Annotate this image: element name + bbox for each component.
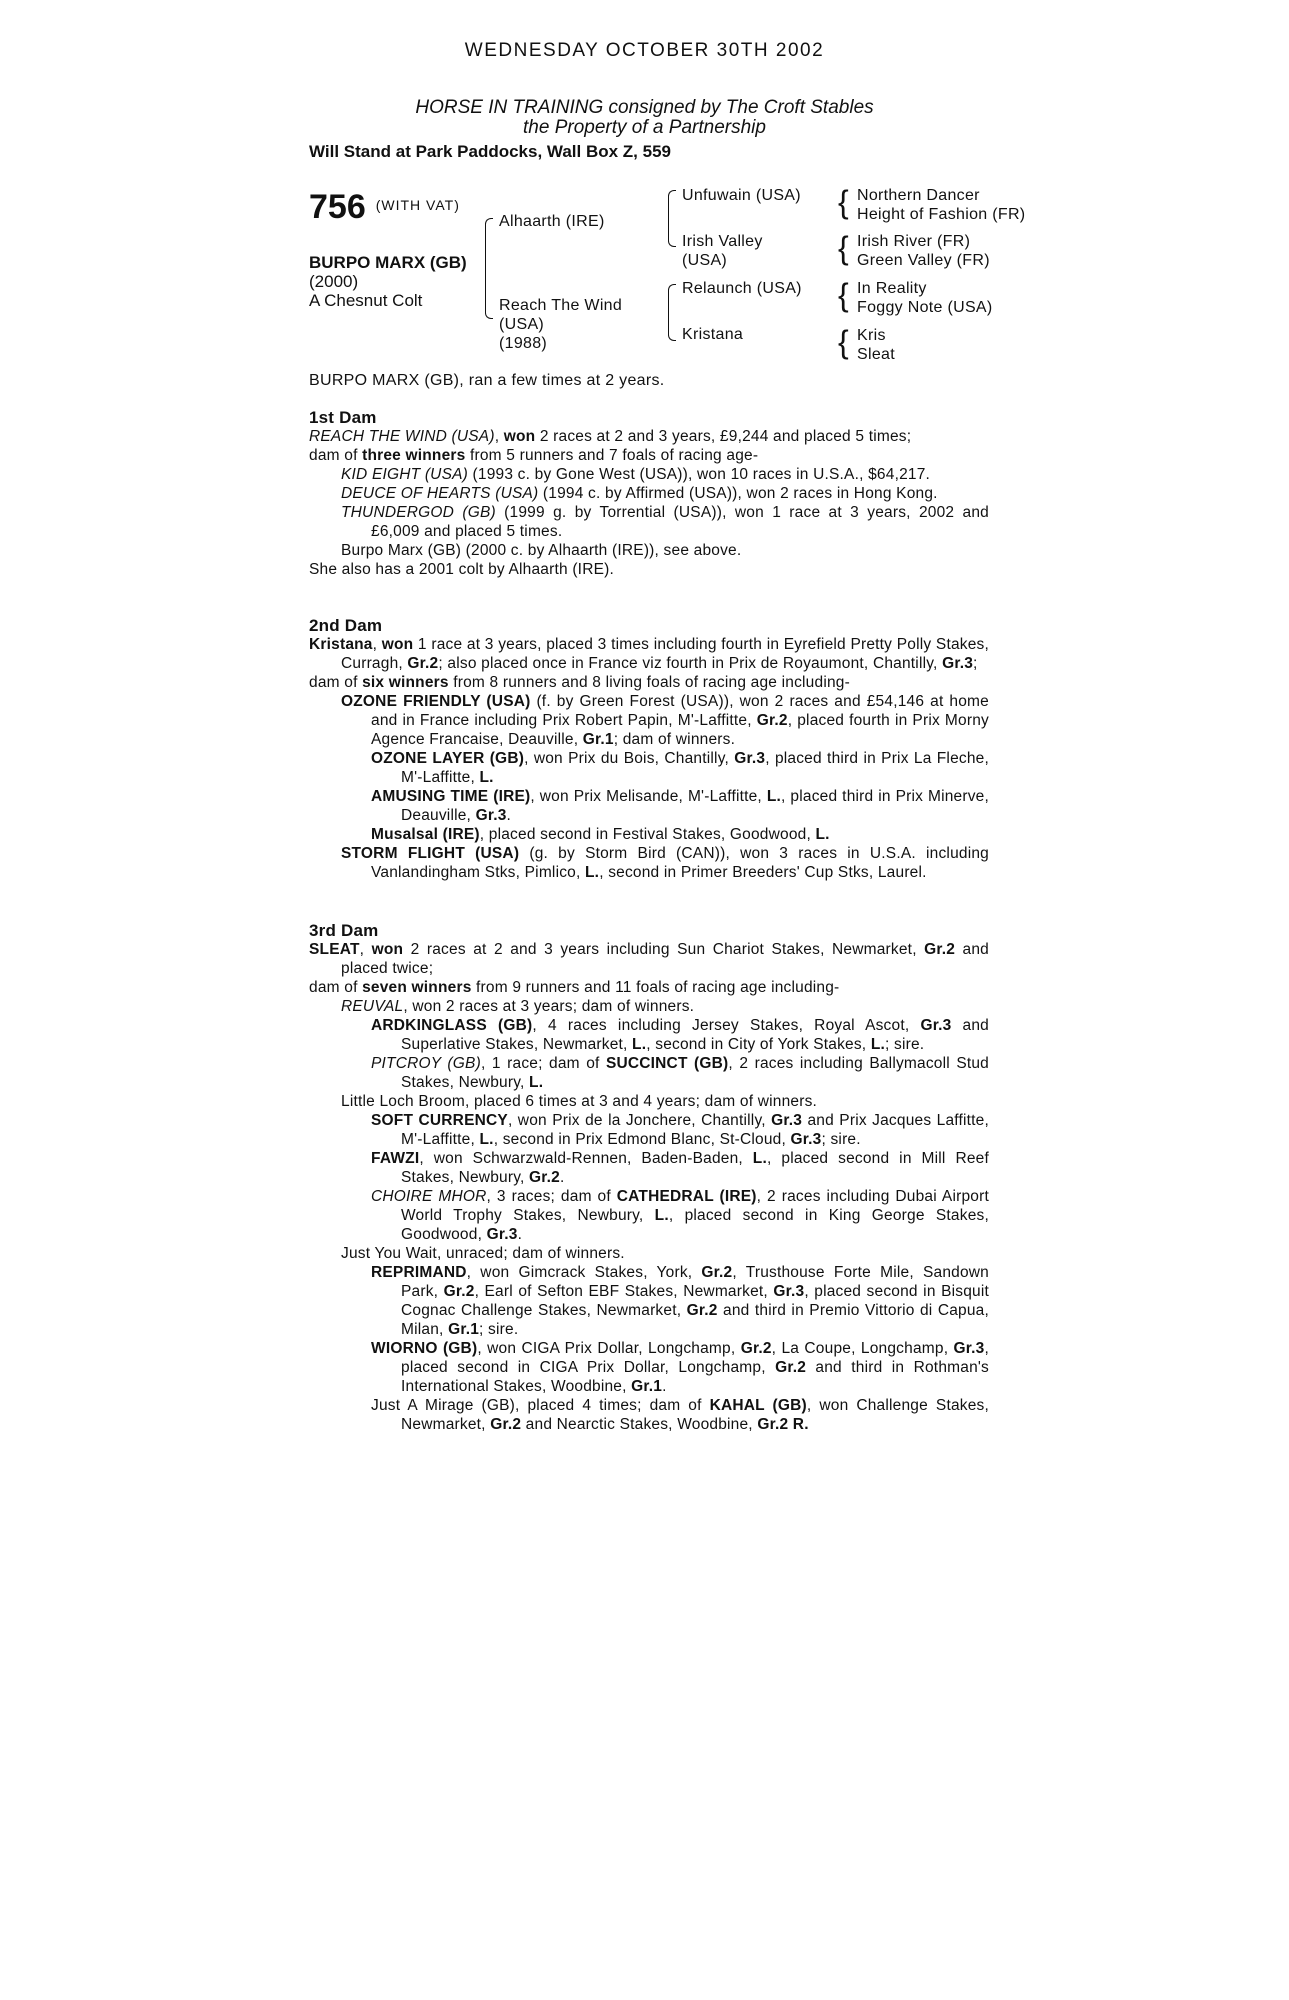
third-dam-produce (309, 978, 989, 997)
text: , won CIGA Prix Dollar, Longchamp, (477, 1340, 741, 1357)
text: (f. by Green Forest (USA)), won 2 races and £54,146 at home and in France including Prix Robert Papin, M'-Laffitte, (371, 693, 989, 729)
pedigree-brace-main-bottom (485, 268, 493, 319)
vat-note: (WITH VAT) (375, 197, 460, 213)
text: (1994 c. by Affirmed (USA)), won 2 races in Hong Kong. (538, 485, 938, 502)
produce-just-you-wait: Just You Wait, unraced; dam of winners. (341, 1245, 625, 1262)
grade: Gr.3 (734, 750, 766, 767)
produce-name: AMUSING TIME (IRE) (371, 788, 531, 805)
text: , second in Primer Breeders' Cup Stks, Laurel. (599, 864, 927, 881)
pedigree-brace-ds: { (838, 277, 849, 313)
produce-name: CATHEDRAL (IRE) (616, 1188, 757, 1205)
property-line: the Property of a Partnership (523, 117, 766, 138)
produce-name: STORM FLIGHT (USA) (341, 845, 520, 862)
produce-soft-currency (309, 1111, 989, 1149)
horse-name: BURPO MARX (GB) (309, 253, 467, 272)
produce-name: ARDKINGLASS (GB) (371, 1017, 533, 1034)
grade: Gr.2 (490, 1416, 522, 1433)
pedigree-brace-dd: { (838, 324, 849, 360)
grade: L. (529, 1074, 544, 1091)
grade: Gr.2 (924, 941, 956, 958)
produce-name: DEUCE OF HEARTS (USA) (341, 485, 539, 502)
text: , won Prix Melisande, M'-Laffitte, (530, 788, 767, 805)
grade: Gr.2 R. (757, 1416, 809, 1433)
text: (1993 c. by Gone West (USA)), won 10 races in U.S.A., $64,217. (468, 466, 931, 483)
first-dam-section (309, 408, 989, 579)
text: , 2 races including Ballymacoll Stud Stakes, Newbury, (401, 1055, 990, 1091)
produce-ozone-friendly (309, 692, 989, 749)
lot-number: 756 (309, 188, 366, 226)
text: , placed second in Mill Reef Stakes, Newbury, (401, 1150, 989, 1186)
text: , 1 race; dam of (480, 1055, 606, 1072)
produce-choire-mhor (309, 1187, 989, 1244)
sd-dam: Green Valley (FR) (857, 252, 990, 269)
consignor-line: HORSE IN TRAINING consigned by The Croft Stables (415, 97, 874, 118)
dd-dam: Sleat (857, 346, 895, 363)
text: ; (973, 655, 978, 672)
pedigree-brace-sire-top (668, 190, 676, 219)
grade: L. (479, 769, 494, 786)
text: , won Schwarzwald-Rennen, Baden-Baden, (419, 1150, 753, 1167)
produce-name: WIORNO (GB) (371, 1340, 478, 1357)
text: and Superlative Stakes, Newmarket, (401, 1017, 989, 1053)
text: and Nearctic Stakes, Woodbine, (521, 1416, 758, 1433)
first-dam-also: She also has a 2001 colt by Alhaarth (IRE). (309, 561, 614, 578)
grade: Gr.2 (529, 1169, 560, 1186)
produce-reprimand (309, 1263, 989, 1339)
text: , 4 races including Jersey Stakes, Royal Ascot, (532, 1017, 921, 1034)
produce-name: OZONE FRIENDLY (USA) (341, 693, 531, 710)
produce-name: SUCCINCT (GB) (605, 1055, 729, 1072)
grade: Gr.2 (686, 1302, 718, 1319)
text: and Prix Jacques Laffitte, M'-Laffitte, (401, 1112, 990, 1148)
pedigree-brace-sire-bottom (668, 218, 676, 247)
won-label: won (503, 428, 536, 445)
third-dam-record: SLEAT, won 2 races at 2 and 3 years including Sun Chariot Stakes, Newmarket, Gr.2 and placed twice; (309, 941, 989, 977)
second-dam-heading: 2nd Dam (309, 616, 383, 635)
first-dam-record: REACH THE WIND (USA), won 2 races at 2 and 3 years, £9,244 and placed 5 times; (309, 428, 912, 445)
dd-sire: Kris (857, 327, 886, 344)
text: , Earl of Sefton EBF Stakes, Newmarket, (474, 1283, 774, 1300)
text: ; sire. (479, 1321, 519, 1338)
pedigree-dd (857, 326, 895, 364)
stand-location: Will Stand at Park Paddocks, Wall Box Z, 559 (309, 142, 671, 161)
grade: Gr.2 (775, 1359, 807, 1376)
produce-wiorno (309, 1339, 989, 1396)
text: , Trusthouse Forte Mile, Sandown Park, (401, 1264, 989, 1300)
pedigree-ss (857, 186, 1025, 224)
grade: L. (752, 1150, 767, 1167)
text: (g. by Storm Bird (CAN)), won 3 races in U.S.A. including Vanlandingham Stks, Pimlico, (371, 845, 989, 881)
produce-name: REUVAL (341, 998, 404, 1015)
pedigree-brace-ss: { (838, 184, 849, 220)
text: , placed second in King George Stakes, Goodwood, (401, 1207, 989, 1243)
text: ; dam of winners. (613, 731, 736, 748)
first-dam-produce (309, 446, 989, 465)
grade: L. (654, 1207, 669, 1224)
first-dam-name: REACH THE WIND (USA) (309, 428, 495, 445)
produce-name: Musalsal (IRE) (371, 826, 480, 843)
text: . (517, 1226, 523, 1243)
text: , won Prix du Bois, Chantilly, (524, 750, 735, 767)
produce-just-a-mirage (309, 1396, 989, 1434)
text: and placed twice; (341, 941, 989, 977)
pedigree-brace-dam-bottom (668, 312, 676, 341)
grade: Gr.1 (631, 1378, 663, 1395)
ds-dam: Foggy Note (USA) (857, 299, 993, 316)
consignment-heading (0, 98, 1289, 138)
text: , won Prix de la Jonchere, Chantilly, (507, 1112, 772, 1129)
text: , placed third in Prix Minerve, Deauville, (401, 788, 990, 824)
lot-header (309, 188, 460, 227)
horse-info (309, 253, 467, 310)
text: . (560, 1169, 565, 1186)
third-dam-name: SLEAT (309, 941, 360, 958)
second-dam-section (309, 616, 989, 882)
grade: Gr.2 (443, 1283, 475, 1300)
produce-little-loch-broom: Little Loch Broom, placed 6 times at 3 and 4 years; dam of winners. (341, 1093, 818, 1110)
text: and third in Premio Vittorio di Capua, Milan, (401, 1302, 990, 1338)
text: . (506, 807, 512, 824)
grade: L. (766, 788, 782, 805)
text: ; sire. (885, 1036, 925, 1053)
pedigree-sire-sire: Unfuwain (USA) (682, 187, 801, 204)
produce-name: SOFT CURRENCY (371, 1112, 508, 1129)
text: ; sire. (821, 1131, 861, 1148)
grade: Gr.3 (790, 1131, 822, 1148)
produce-ozone-layer (309, 749, 989, 787)
produce-name: KAHAL (GB) (709, 1397, 807, 1414)
text: , placed fourth in Prix Morny Agence Francaise, Deauville, (371, 712, 989, 748)
grade: L. (815, 826, 830, 843)
won-label: won (371, 941, 404, 958)
second-dam-produce (309, 673, 989, 692)
grade: Gr.1 (448, 1321, 480, 1338)
grade: Gr.3 (953, 1340, 985, 1357)
grade: L. (479, 1131, 494, 1148)
sd-sire: Irish River (FR) (857, 233, 971, 250)
text: , placed second in CIGA Prix Dollar, Longchamp, (401, 1340, 989, 1376)
pedigree-brace-sd: { (838, 230, 849, 266)
third-dam-heading: 3rd Dam (309, 921, 379, 940)
text: dam of (309, 674, 363, 691)
race-record: BURPO MARX (GB), ran a few times at 2 years. (309, 372, 665, 389)
text: , 2 races including Dubai Airport World Trophy Stakes, Newbury, (401, 1188, 989, 1224)
produce-name: OZONE LAYER (GB) (371, 750, 525, 767)
pedigree-sire: Alhaarth (IRE) (499, 213, 605, 230)
winners-count: three winners (362, 447, 466, 464)
ss-sire: Northern Dancer (857, 187, 980, 204)
text: , placed second in Festival Stakes, Goodwood, (479, 826, 816, 843)
text: , 3 races; dam of (486, 1188, 617, 1205)
grade: Gr.2 (701, 1264, 733, 1281)
text: , won 2 races at 3 years; dam of winners. (403, 998, 695, 1015)
grade: Gr.2 (740, 1340, 772, 1357)
grade: Gr.2 (756, 712, 788, 729)
dam-name-line2: (USA) (499, 316, 545, 333)
second-dam-name: Kristana (309, 636, 373, 653)
pedigree-ds (857, 279, 993, 317)
produce-ardkinglass (309, 1016, 989, 1054)
produce-name: PITCROY (GB) (371, 1055, 481, 1072)
produce-pitcroy (309, 1054, 989, 1092)
grade: L. (870, 1036, 885, 1053)
ss-dam: Height of Fashion (FR) (857, 206, 1026, 223)
produce-storm-flight (309, 844, 989, 882)
grade: Gr.3 (475, 807, 507, 824)
produce-musalsal (309, 825, 989, 844)
grade: Gr.3 (942, 655, 974, 672)
winners-count: seven winners (362, 979, 472, 996)
text: from 9 runners and 11 foals of racing age including- (471, 979, 840, 996)
pedigree-sd (857, 232, 990, 270)
grade: Gr.2 (407, 655, 439, 672)
pedigree-sire-dam (682, 232, 763, 270)
text: ; also placed once in France viz fourth in Prix de Royaumont, Chantilly, (438, 655, 943, 672)
winners-count: six winners (362, 674, 449, 691)
produce-reuval (309, 997, 989, 1016)
pedigree-brace-dam-top (668, 284, 676, 313)
grade: L. (632, 1036, 647, 1053)
produce-thundergod (309, 503, 989, 541)
grade: L. (585, 864, 600, 881)
sire-dam-line2: (USA) (682, 252, 728, 269)
sale-date: WEDNESDAY OCTOBER 30TH 2002 (464, 40, 825, 61)
text: and third in Rothman's International Stakes, Woodbine, (401, 1359, 989, 1395)
second-dam-record: Kristana, won 1 race at 3 years, placed 3 times including fourth in Eyrefield Pretty Polly Stakes, Curragh, Gr.2; also placed once in France viz fourth in Prix de Royaumont, Chantilly, Gr.3; (309, 636, 989, 672)
produce-amusing-time (309, 787, 989, 825)
produce-name: CHOIRE MHOR (371, 1188, 487, 1205)
ds-sire: In Reality (857, 280, 927, 297)
pedigree-dam-dam: Kristana (682, 326, 744, 343)
text: , second in City of York Stakes, (646, 1036, 871, 1053)
produce-deuce-of-hearts (309, 484, 989, 503)
first-dam-record-text: 2 races at 2 and 3 years, £9,244 and placed 5 times; (535, 428, 912, 445)
produce-fawzi (309, 1149, 989, 1187)
pedigree-dam-sire: Relaunch (USA) (682, 280, 802, 297)
text: 2 races at 2 and 3 years including Sun Chariot Stakes, Newmarket, (403, 941, 925, 958)
text: , won Challenge Stakes, Newmarket, (401, 1397, 989, 1433)
grade: Gr.3 (771, 1112, 803, 1129)
text: Just A Mirage (GB), placed 4 times; dam of (371, 1397, 710, 1414)
text: , La Coupe, Longchamp, (771, 1340, 954, 1357)
dam-name-line3: (1988) (499, 335, 548, 352)
grade: Gr.1 (582, 731, 614, 748)
text: from 5 runners and 7 foals of racing age- (465, 447, 759, 464)
grade: Gr.3 (920, 1017, 952, 1034)
text: dam of (309, 447, 363, 464)
text: , second in Prix Edmond Blanc, St-Cloud, (493, 1131, 791, 1148)
grade: Gr.3 (773, 1283, 805, 1300)
horse-description: A Chesnut Colt (309, 291, 423, 310)
produce-name: REPRIMAND (371, 1264, 467, 1281)
text: from 8 runners and 8 living foals of racing age including- (448, 674, 850, 691)
produce-burpo-marx: Burpo Marx (GB) (2000 c. by Alhaarth (IRE)), see above. (341, 542, 742, 559)
text: , placed second in Bisquit Cognac Challenge Stakes, Newmarket, (401, 1283, 989, 1319)
text: , placed third in Prix La Fleche, M'-Laffitte, (401, 750, 989, 786)
dam-name-line1: Reach The Wind (499, 297, 623, 314)
text: dam of (309, 979, 363, 996)
produce-name: FAWZI (371, 1150, 420, 1167)
sire-dam-line1: Irish Valley (682, 233, 763, 250)
produce-name: KID EIGHT (USA) (341, 466, 469, 483)
produce-name: THUNDERGOD (GB) (341, 504, 496, 521)
third-dam-section (309, 921, 989, 1434)
pedigree-dam (499, 296, 622, 353)
text: . (662, 1378, 667, 1395)
text: , won Gimcrack Stakes, York, (466, 1264, 702, 1281)
grade: Gr.3 (486, 1226, 518, 1243)
text: (1999 g. by Torrential (USA)), won 1 race at 3 years, 2002 and £6,009 and placed 5 times. (371, 504, 989, 540)
produce-kid-eight (309, 465, 989, 484)
horse-year: (2000) (309, 272, 359, 291)
first-dam-heading: 1st Dam (309, 408, 377, 427)
won-label: won (381, 636, 414, 653)
text: 1 race at 3 years, placed 3 times including fourth in Eyrefield Pretty Polly Stakes, Curragh, (341, 636, 989, 672)
pedigree-brace-main-top (485, 218, 493, 269)
